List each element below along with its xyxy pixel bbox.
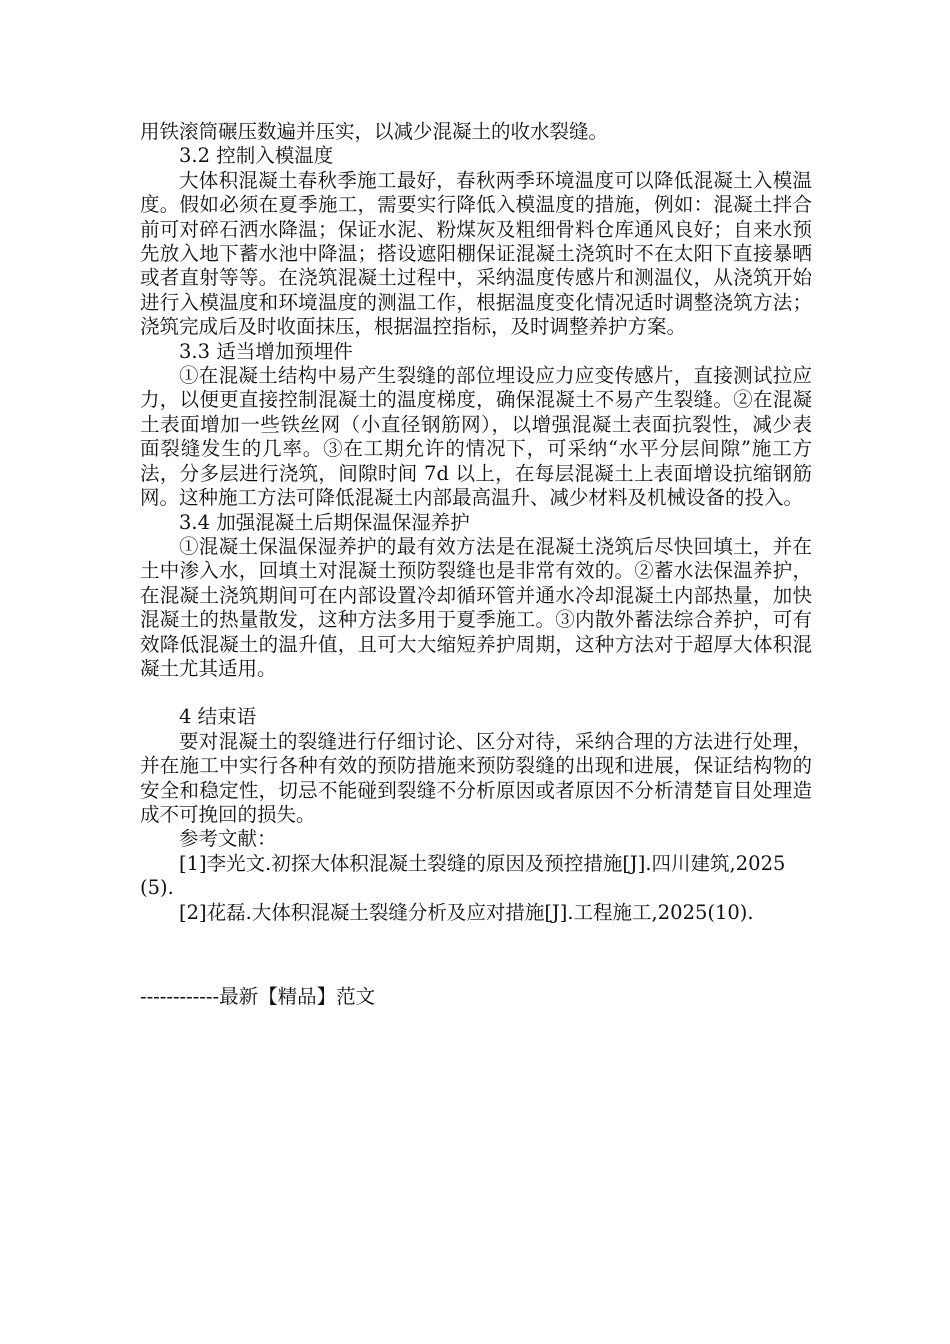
section-heading-3-2: 3.2 控制入模温度 [179,144,334,168]
paragraph-3-2: 大体积混凝土春秋季施工最好，春秋两季环境温度可以降低混凝土入模温度。假如必须在夏季施工，需要实行降低入模温度的措施，例如：混凝土拌合前可对碎石洒水降温；保证水泥、粉煤灰及粗细骨料仓库通风良好；自来水预先放入地下蓄水池中降温；搭设遮阳棚保证混凝土浇筑时不在太阳下直接暴晒或者直射等等。在浇筑混凝土过程中，采纳温度传感片和测温仪，从浇筑开始进行入模温度和环境温度的测温工作，根据温度变化情况适时调整浇筑方法；浇筑完成后及时收面抹压，根据温控指标，及时调整养护方案。 [140,168,812,339]
document-body [140,120,812,1009]
section-gap [140,681,812,705]
paragraph-3-4: ①混凝土保温保湿养护的最有效方法是在混凝土浇筑后尽快回填土，并在土中渗入水，回填土对混凝土预防裂缝也是非常有效的。②蓄水法保温养护，在混凝土浇筑期间可在内部设置冷却循环管并通水冷却混凝土内部热量，加快混凝土的热量散发，这种方法多用于夏季施工。③内散外蓄法综合养护，可有效降低混凝土的温升值，且可大大缩短养护周期，这种方法对于超厚大体积混凝土尤其适用。 [140,534,812,680]
section-heading-3-3: 3.3 适当增加预埋件 [179,339,353,363]
reference-item-1: [1]李光文.初探大体积混凝土裂缝的原因及预控措施[J].四川建筑,2025(5). [140,851,786,900]
footer-text: ------------最新【精品】范文 [140,985,376,1008]
section-heading-3-4: 3.4 加强混凝土后期保温保湿养护 [179,510,470,534]
section-heading-4: 4 结束语 [179,705,257,729]
paragraph-continuation: 用铁滚筒碾压数遍并压实，以减少混凝土的收水裂缝。 [140,120,609,143]
paragraph-4: 要对混凝土的裂缝进行仔细讨论、区分对待，采纳合理的方法进行处理，并在施工中实行各种有效的预防措施来预防裂缝的出现和进展，保证结构物的安全和稳定性，切忌不能碰到裂缝不分析原因或者原因不分析清楚盲目处理造成不可挽回的损失。 [140,729,812,826]
paragraph-3-3: ①在混凝土结构中易产生裂缝的部位埋设应力应变传感片，直接测试拉应力，以便更直接控制混凝土的温度梯度，确保混凝土不易产生裂缝。②在混凝土表面增加一些铁丝网（小直径钢筋网），以增强混凝土表面抗裂性，减少表面裂缝发生的几率。③在工期允许的情况下，可采纳“水平分层间隙”施工方法，分多层进行浇筑，间隙时间 7d 以上，在每层混凝土上表面增设抗缩钢筋网。这种施工方法可降低混凝土内部最高温升、减少材料及机械设备的投入。 [140,364,812,510]
footer-gap [140,925,812,985]
references-title: 参考文献： [179,827,277,851]
reference-item-2: [2]花磊.大体积混凝土裂缝分析及应对措施[J].工程施工,2025(10). [179,900,754,924]
